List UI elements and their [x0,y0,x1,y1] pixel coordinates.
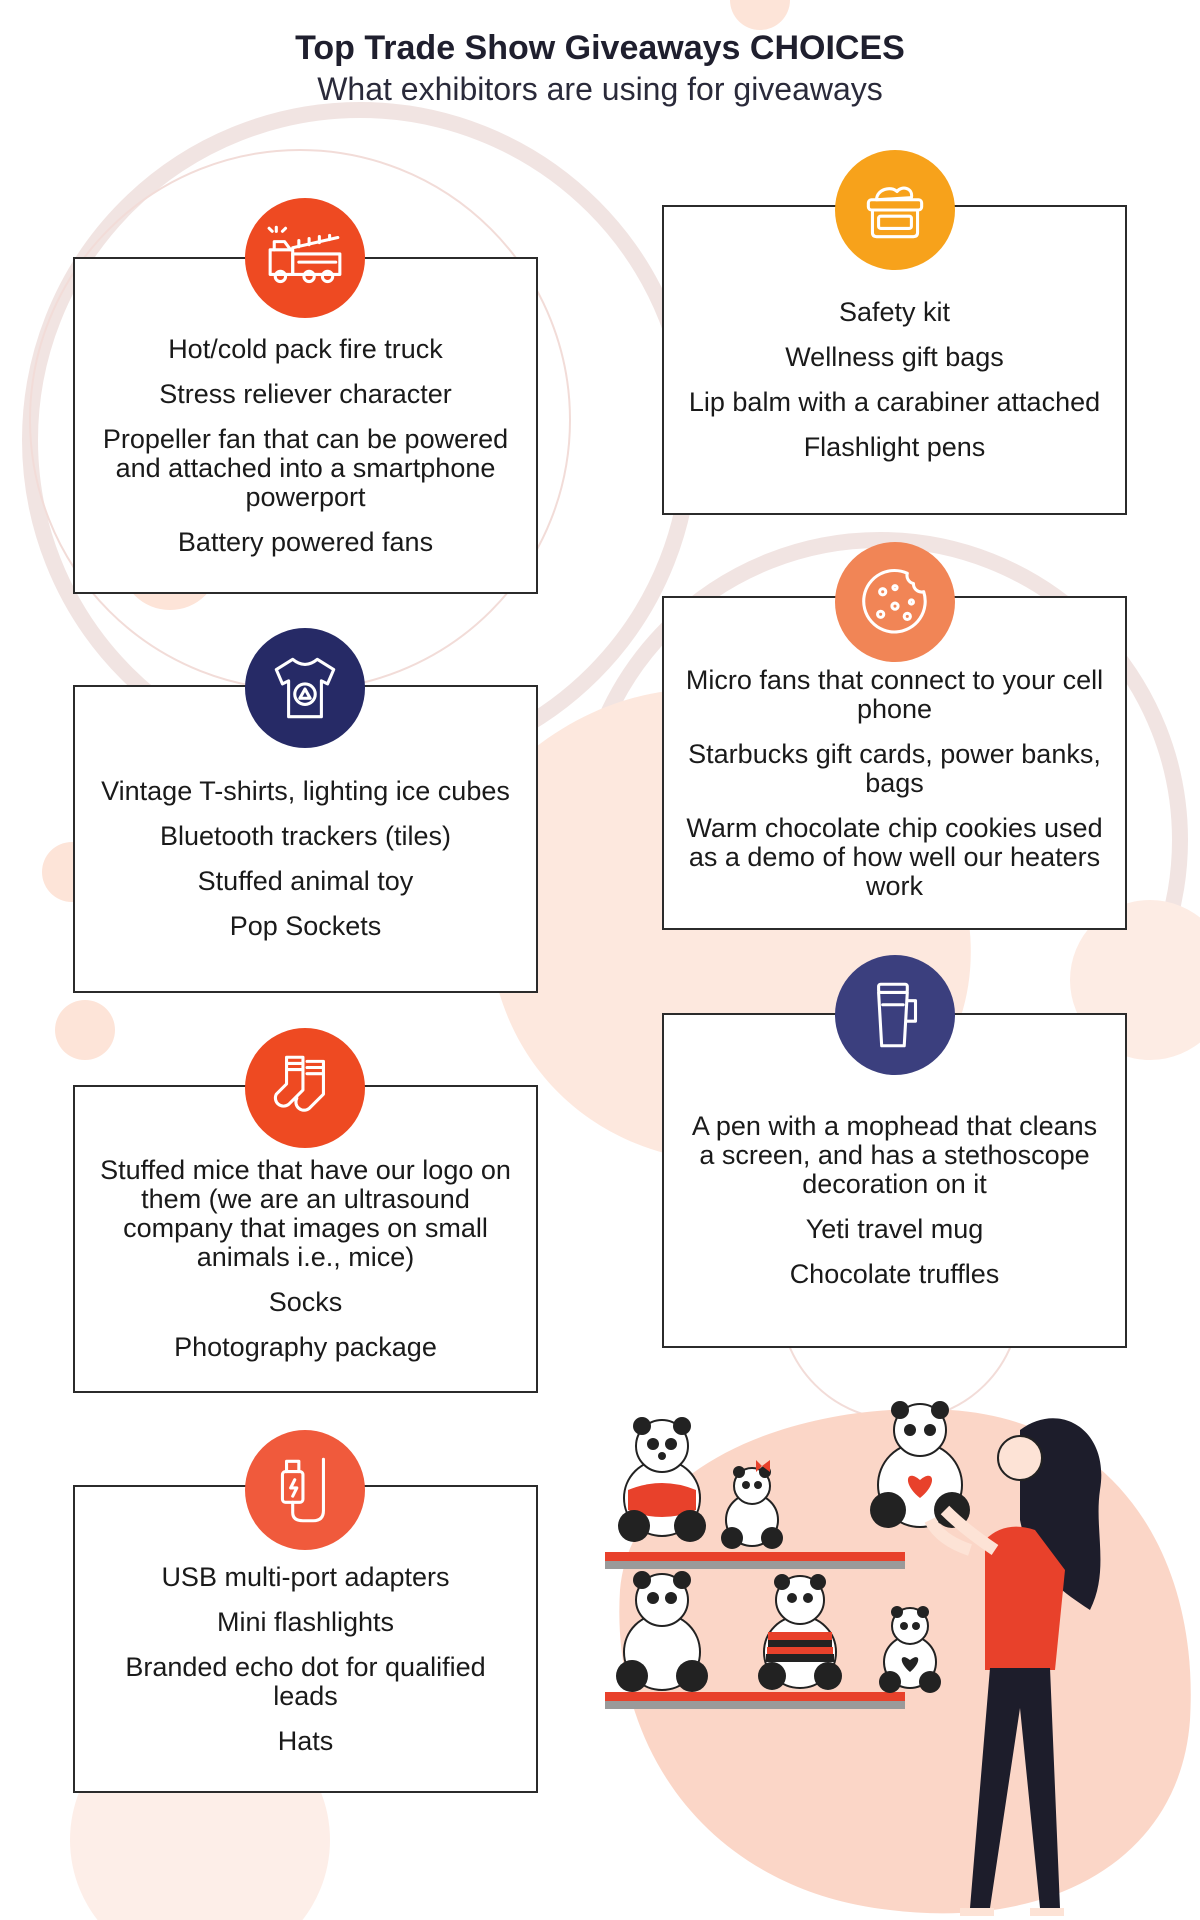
list-item: Socks [268,1287,343,1317]
list-item: Starbucks gift cards, power banks, bags [688,738,1101,798]
list-item: Lip balm with a carabiner attached [688,387,1101,417]
list-item: Yeti travel mug [805,1214,984,1244]
panda-plush [618,1417,706,1542]
list-item: A pen with a mophead that cleans a screen, and has a stethoscope decoration on it [691,1111,1098,1199]
list-item: USB multi-port adapters [161,1561,450,1592]
fire-truck-icon [245,198,365,318]
list-item: Pop Sockets [229,911,382,941]
list-item: Bluetooth trackers (tiles) [159,821,452,851]
list-item: Stress reliever character [159,378,452,409]
list-item: Stuffed animal toy [197,866,414,896]
list-item: Propeller fan that can be powered and attached into a smartphone powerport [102,423,509,512]
list-item: Photography package [174,1332,437,1362]
panda-shelf-illustration [590,1390,1200,1920]
list-item: Vintage T-shirts, lighting ice cubes [101,776,510,806]
page-title: Top Trade Show Giveaways CHOICES [295,29,905,67]
cookie-icon [835,542,955,662]
list-item: Branded echo dot for qualified leads [125,1651,486,1711]
list-item: Hats [277,1725,334,1756]
list-item: Wellness gift bags [785,342,1004,372]
list-item: Micro fans that connect to your cell phone [685,664,1104,724]
socks-icon [245,1028,365,1148]
list-item: Battery powered fans [177,526,434,557]
travel-mug-icon [835,955,955,1075]
t-shirt-icon [245,628,365,748]
list-item: Chocolate truffles [789,1259,1000,1289]
page-subtitle: What exhibitors are using for giveaways [317,71,883,107]
usb-cable-icon [245,1430,365,1550]
list-item: Flashlight pens [803,432,986,462]
cream-jar-icon [835,150,955,270]
list-item: Mini flashlights [216,1606,395,1637]
list-item: Warm chocolate chip cookies used as a demo of how well our heaters work [686,812,1103,901]
header [0,26,1200,108]
list-item: Hot/cold pack fire truck [168,333,443,364]
list-item: Safety kit [838,297,951,327]
list-item: Stuffed mice that have our logo on them (we are an ultrasound company that images on small animals i.e., mice) [100,1155,511,1272]
